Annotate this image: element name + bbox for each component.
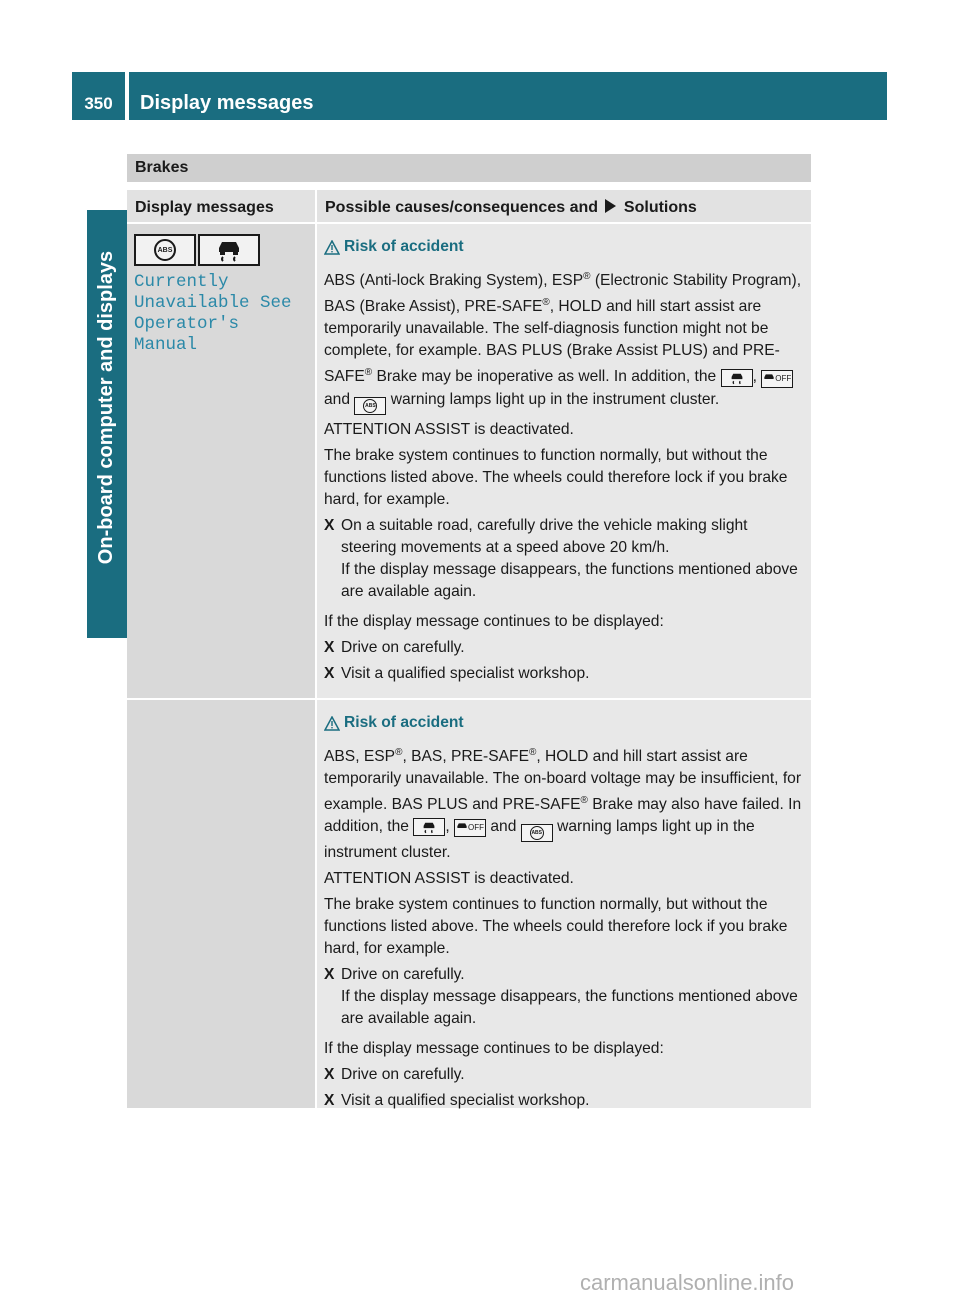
text-span: warning lamps light up in the instrument cluster. (390, 390, 720, 408)
page-number: 350 (72, 72, 125, 120)
step-marker: X (324, 966, 335, 984)
watermark: carmanualsonline.info (580, 1270, 795, 1295)
column-header-solutions-text: Solutions (623, 199, 697, 216)
registered-mark: ® (580, 795, 588, 807)
paragraph: ATTENTION ASSIST is deactivated. (324, 870, 574, 888)
esp-skid-icon (198, 234, 260, 266)
text-span: and (324, 390, 351, 408)
text-span: (Electronic Stability Program), BAS (Brake Assist), PRE-SAFE (324, 272, 802, 316)
column-header-causes (315, 190, 811, 222)
paragraph: If the display message continues to be displayed: (324, 612, 664, 630)
text-span: and (490, 818, 517, 836)
text-span: warning lamps light up in the instrument cluster. (324, 818, 755, 862)
text-span: ABS, ESP (324, 748, 396, 766)
page-header (72, 72, 887, 120)
esp-off-lamp-icon (761, 370, 793, 388)
abs-lamp-icon (521, 824, 553, 842)
step-result: If the display message disappears, the functions mentioned above are available again. (341, 560, 798, 600)
paragraph (324, 266, 805, 415)
esp-off-lamp-icon (454, 819, 486, 837)
text-span: , HOLD and hill start assist are temporarily unavailable. The on-board voltage may be insufficient, for example. BAS PLUS and PRE-SAFE (324, 748, 802, 814)
display-messages-table (127, 190, 811, 1110)
arrow-right-icon (605, 199, 616, 213)
instruction-step (324, 663, 805, 685)
car-skid-lamp-icon (721, 369, 753, 387)
instruction-step (324, 515, 805, 603)
step-marker: X (324, 664, 335, 682)
paragraph: If the display message continues to be displayed: (324, 1040, 664, 1058)
warning-note (324, 236, 805, 258)
text-span: , HOLD and hill start assist are temporarily unavailable. The self-diagnosis function might not be complete, for example. BAS PLUS (Brake Assist PLUS) and PRE-SAFE (324, 298, 780, 386)
off-text: OFF (775, 373, 792, 383)
display-message-cell (127, 224, 315, 698)
text-span: Brake may be inoperative as well. In addition, the (372, 368, 717, 386)
abs-circle: ABS (154, 239, 176, 261)
off-text: OFF (468, 823, 484, 833)
text-span: , (752, 368, 757, 386)
step-text: Visit a qualified specialist workshop. (341, 1092, 590, 1110)
paragraph: ATTENTION ASSIST is deactivated. (324, 420, 574, 438)
section-title: Brakes (127, 154, 811, 182)
registered-mark: ® (583, 271, 591, 282)
column-header-display-messages: Display messages (135, 199, 274, 216)
table-row (127, 700, 811, 1110)
instruction-step (324, 964, 805, 1030)
display-message-line: Currently (134, 272, 229, 292)
text-span: , BAS, PRE-SAFE (402, 748, 529, 766)
side-chapter-label-wrap (87, 222, 127, 592)
car-skid-icon (216, 237, 242, 263)
table-row (127, 224, 811, 700)
paragraph: The brake system continues to function normally, but without the functions listed above. The wheels could therefore lock if you brake hard, for example. (324, 446, 788, 508)
step-result: If the display message disappears, the functions mentioned above are available again. (341, 988, 798, 1028)
text-span: , (445, 818, 450, 836)
step-marker: X (324, 516, 335, 534)
instruction-step (324, 1090, 805, 1112)
abs-warning-icon (134, 234, 196, 266)
abs-lamp-icon (354, 397, 386, 415)
text-span: ABS (Anti-lock Braking System), ESP (324, 272, 584, 290)
causes-solutions-cell (315, 224, 811, 698)
side-chapter-label: On-board computer and displays (95, 250, 118, 564)
step-text: Visit a qualified specialist workshop. (341, 664, 590, 682)
step-marker: X (324, 1092, 335, 1110)
warning-triangle-icon (324, 240, 340, 255)
step-text: Drive on carefully. (341, 638, 465, 656)
step-text: Drive on carefully. (341, 1066, 465, 1084)
abs-circle: ABS (530, 826, 544, 840)
registered-mark: ® (395, 747, 403, 758)
paragraph: The brake system continues to function normally, but without the functions listed above. The wheels could therefore lock if you brake hard, for example. (324, 896, 788, 958)
instruction-step (324, 637, 805, 659)
car-skid-lamp-icon (413, 818, 445, 836)
table-header (127, 190, 811, 224)
step-marker: X (324, 638, 335, 656)
abs-circle: ABS (363, 399, 377, 413)
display-message-cell (127, 700, 315, 1108)
page-title: Display messages (129, 72, 887, 120)
display-message-text (134, 272, 308, 356)
display-message-line: Operator's Manual (134, 314, 240, 355)
registered-mark: ® (528, 747, 537, 758)
paragraph (324, 742, 805, 864)
column-header-causes-text: Possible causes/consequences and (325, 199, 599, 216)
warning-note (324, 712, 805, 734)
step-marker: X (324, 1066, 335, 1084)
warning-label: Risk of accident (344, 238, 464, 255)
registered-mark: ® (542, 297, 550, 309)
causes-solutions-cell (315, 700, 811, 1108)
display-message-line: Unavailable See (134, 293, 292, 313)
warning-label: Risk of accident (344, 714, 464, 731)
registered-mark: ® (364, 367, 373, 379)
instruction-step (324, 1064, 805, 1086)
step-text: Drive on carefully. (341, 966, 465, 984)
step-text: On a suitable road, carefully drive the vehicle making slight steering movements at a speed above 20 km/h. (341, 516, 748, 556)
warning-triangle-icon (324, 716, 340, 731)
text-span: Brake may also have failed. In addition, the (324, 796, 802, 836)
